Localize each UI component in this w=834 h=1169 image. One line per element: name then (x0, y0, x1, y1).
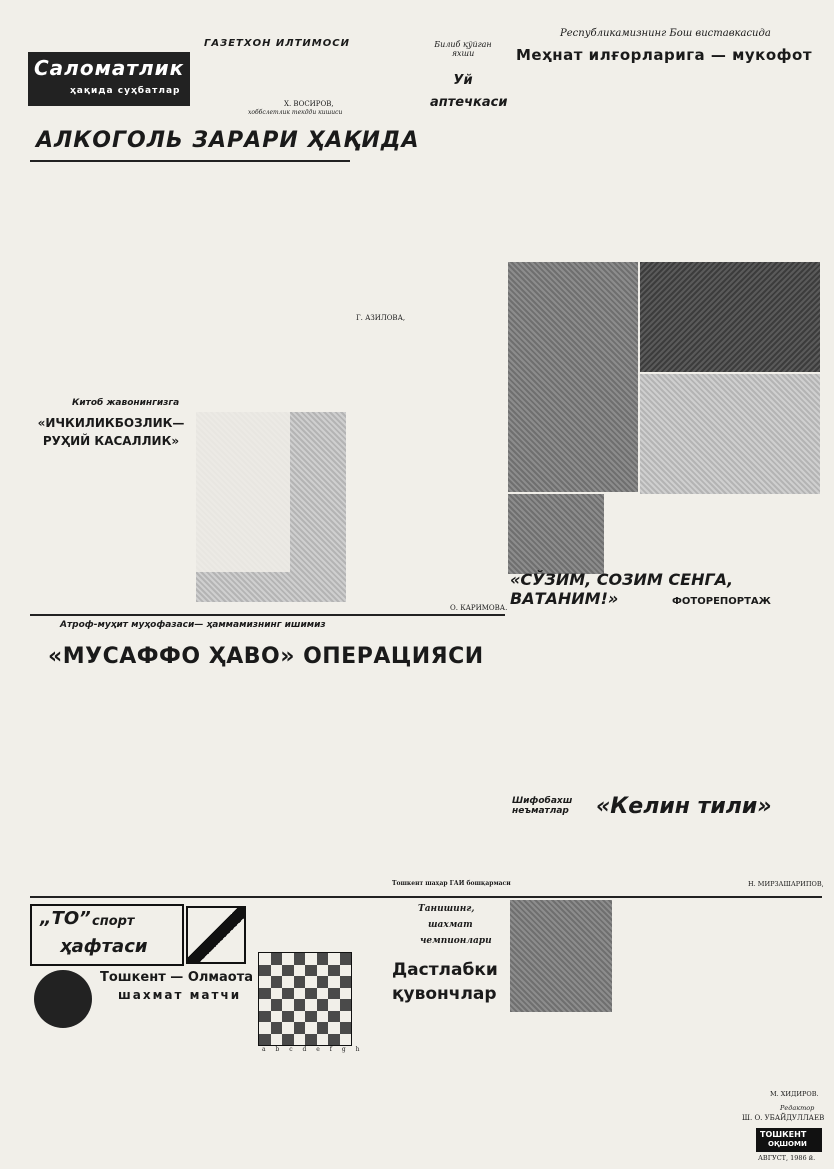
chess-col-2 (138, 1046, 248, 1164)
kelin-col-3 (672, 830, 744, 890)
tonish-line3: чемпионлари (420, 936, 492, 946)
series-heading: Республикамизнинг Бош виставкасида (560, 28, 771, 39)
sport-col-3 (616, 900, 720, 1164)
photo-report-headline: «СЎЗИМ, СОЗИМ СЕНГА, ВАТАНИМ!» (510, 570, 734, 608)
book-col-1 (30, 450, 110, 610)
alcohol-col-1 (30, 170, 108, 370)
kelin-sign: Н. МИРЗАШАРИПОВ, (748, 880, 824, 888)
chess-player-photo (510, 900, 612, 1012)
sport-logo-to: „ТО” (40, 908, 91, 929)
kelin-col-2 (592, 830, 668, 890)
health-logo-title: Саломатлик (34, 56, 185, 80)
chess-diagram-files: a b c d e f g h (262, 1046, 364, 1053)
photo-report-kicker: ФОТОРЕПОРТАЖ (672, 596, 771, 607)
photo-report-col-4 (748, 600, 822, 800)
sport-sign: М. ХИДИРОВ. (770, 1090, 819, 1098)
alcohol-headline: АЛКОГОЛЬ ЗАРАРИ ҲАҚИДА (36, 128, 420, 153)
sport-logo-sport: спорт (92, 914, 135, 929)
environment-col-2 (142, 680, 262, 892)
award-col-4 (746, 70, 820, 260)
sport-headline: Дастлабки қувончлар (392, 960, 498, 1004)
environment-col-3 (266, 680, 386, 892)
environment-col-4 (390, 624, 502, 892)
sport-logo-emblem (186, 906, 246, 964)
tonish-line1: Танишинг, (418, 904, 475, 914)
chess-moves (252, 1056, 388, 1164)
kelin-kicker: Шифобахш неъматлар (512, 796, 573, 816)
sport-rule (30, 896, 822, 898)
photo-report-col-1 (512, 612, 588, 788)
alcohol-col-2 (112, 170, 190, 370)
reader-letter-title: ГАЗЕТХОН ИЛТИМОСИ (204, 38, 350, 49)
book-headline: «ИЧКИЛИКБОЗЛИК—РУҲИЙ КАСАЛЛИК» (37, 416, 185, 448)
pharmacy-kicker: Билиб қўйган яхши (434, 40, 492, 58)
dancers-photo (508, 494, 604, 574)
middle-rule (30, 614, 505, 616)
book-kicker: Китоб жавонингизга (72, 398, 180, 408)
footer-logo-l2: ОҚШОМИ (768, 1140, 807, 1148)
environment-kicker: Атроф-муҳит муҳофазаси— ҳаммамизнинг ишимиз (60, 620, 326, 630)
pharmacy-title: Уй аптечкаси (430, 73, 508, 110)
kelin-headline: «Келин тили» (596, 794, 772, 819)
footer-date: АВГУСТ, 1986 й. (758, 1154, 816, 1162)
tonish-line2: шахмат (428, 920, 473, 930)
reader-letter-sign2: хоббслетлик текдди кишиси (248, 109, 343, 116)
chess-match-logo (34, 970, 92, 1028)
reader-letter-sign: Х. ВОСИРОВ, (284, 100, 334, 108)
alcohol-col-6 (428, 360, 504, 600)
award-col-1 (512, 70, 586, 260)
chess-match-title: Тошкент — Олмаота (100, 970, 254, 985)
alcohol-col-4 (276, 140, 350, 380)
singer-photo (508, 262, 638, 492)
sport-col-4 (724, 900, 822, 1088)
kelin-col-1 (512, 830, 588, 890)
environment-headline: «МУСАФФО ҲАВО» ОПЕРАЦИЯСИ (48, 644, 484, 669)
reader-letter-body (192, 54, 344, 98)
alcohol-photo-sign: О. КАРИМОВА. (450, 604, 508, 612)
award-col-2 (590, 70, 664, 260)
alcohol-caption (196, 412, 290, 572)
environment-col-1 (30, 756, 138, 892)
chess-diagram (258, 952, 352, 1046)
health-logo-sub: ҳақида суҳбатлар (70, 86, 181, 96)
sport-logo-week: ҳафтаси (60, 936, 148, 957)
photo-report-col-2 (592, 612, 668, 788)
main-headline: Меҳнат илғорларига — мукофот (516, 46, 813, 64)
editor-name: Ш. О. УБАЙДУЛЛАЕВ (742, 1114, 825, 1122)
sport-col-2 (510, 1016, 612, 1164)
stage-photo (640, 374, 820, 494)
alcohol-col-3 (194, 170, 272, 370)
environment-credit: Тошкент шаҳар ГАИ бошқармаси (392, 880, 511, 887)
pharmacy-body (428, 118, 500, 358)
chess-intro (100, 1004, 250, 1044)
award-col-3 (668, 70, 742, 260)
book-col-2 (112, 450, 192, 610)
chess-col-3 (252, 920, 322, 950)
alcohol-col-5 (348, 398, 424, 598)
health-col-mid (346, 36, 422, 186)
pharmacy-sign: Г. АЗИЛОВА, (356, 314, 406, 322)
editor-label: Редактор (780, 1104, 815, 1112)
photo-report-col-3 (672, 612, 744, 788)
footer-logo-l1: ТОШКЕНТ (760, 1130, 807, 1139)
chess-col-1 (30, 1046, 134, 1164)
chess-match-sub: шахмат матчи (118, 988, 242, 1002)
pharmacy-col-2 (346, 190, 422, 380)
crowd-photo (640, 262, 820, 372)
sport-col-1 (392, 1014, 504, 1164)
